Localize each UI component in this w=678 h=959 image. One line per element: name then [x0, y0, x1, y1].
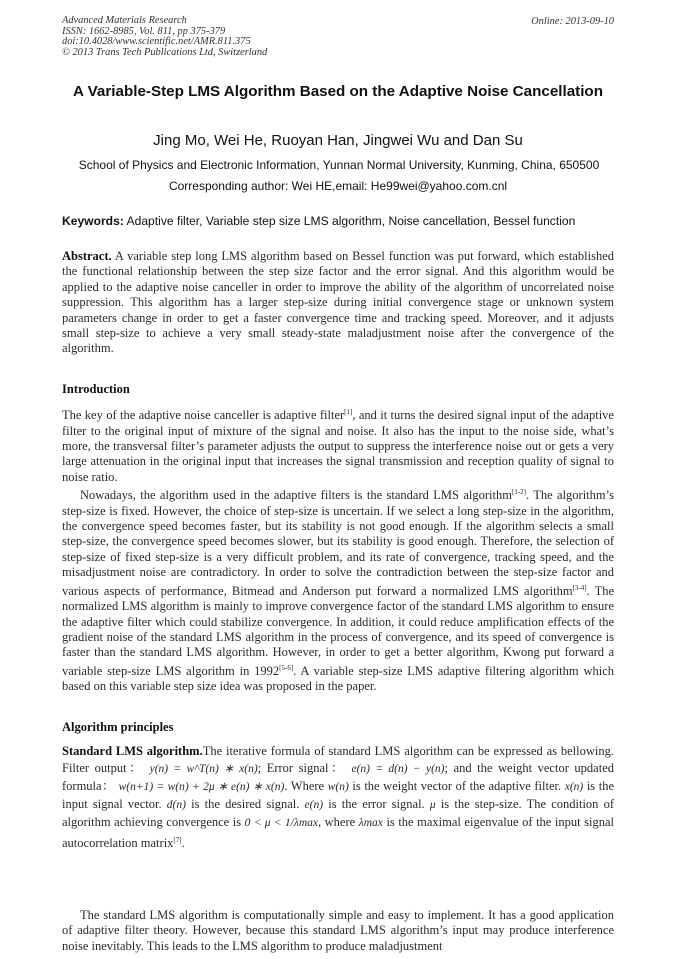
lms-text-9: is the step-size. The condition of algorithm achieving convergence is — [62, 797, 615, 829]
corresponding-author: Corresponding author: Wei HE,email: He99wei@yahoo.com.cnl — [168, 179, 508, 193]
abstract-label: Abstract. — [62, 249, 112, 263]
paper-affiliation: School of Physics and Electronic Information, Yunnan Normal University, Kunming, China, 650500 — [78, 158, 600, 172]
intro-p2-text-b: . The algorithm’s step-size is fixed. However, the choice of step-size is uncertain. If we select a long step-size in the algorithm, the convergence speed becomes faster, but its stability is not good enough. If the algorithm selects a small step-size, the convergence speed becomes slower, but its stability is good enough. Therefore, the selection of step-size of fixed step-size is a very difficult problem, and its rate of convergence, tracking speed, and the misadjustment noise are contradictory. In order to solve the contradiction between the step-size factor and various aspects of performance, Bitmead and Anderson put forward a normalized LMS algorithm — [62, 488, 614, 598]
ref-3-4: [3-4] — [572, 583, 587, 592]
intro-p2-text-d: . A variable step-size LMS adaptive filtering algorithm which based on this variable step size idea was proposed in the paper. — [62, 663, 614, 694]
journal-name: Advanced Materials Research — [62, 15, 187, 26]
lms-paragraph-2: The standard LMS algorithm is computationally simple and easy to implement. It has a good application of adaptive filter theory. However, because this standard LMS algorithm’s input may produce interference noise inevitably. This leads to the LMS algorithm to produce maladjustment — [62, 908, 614, 953]
symbol-mu: μ — [429, 799, 436, 811]
ref-1-2: [1-2] — [511, 488, 526, 496]
lms-text-11: is the maximal eigenvalue of the input signal autocorrelation matrix — [62, 815, 614, 851]
lms-text-3: ; and the weight vector updated formula： — [62, 761, 615, 793]
lms-text-5: is the weight vector of the adaptive filter. — [352, 779, 562, 793]
lms-text-4: . Where — [284, 779, 325, 793]
equation-error-signal: e(n) = d(n) − y(n) — [351, 763, 445, 775]
ref-1: [1] — [344, 408, 353, 416]
symbol-w: w(n) — [327, 781, 349, 793]
symbol-e: e(n) — [304, 799, 324, 811]
equation-convergence: 0 < μ < 1/λmax — [244, 817, 318, 829]
keywords-text: Adaptive filter, Variable step size LMS algorithm, Noise cancellation, Bessel function — [126, 214, 576, 228]
intro-paragraph-2 — [62, 485, 614, 695]
journal-copyright: © 2013 Trans Tech Publications Ltd, Switzerland — [62, 46, 268, 58]
introduction-heading: Introduction — [62, 382, 130, 396]
abstract — [62, 249, 614, 357]
symbol-lambda-max: λmax — [358, 817, 383, 829]
journal-doi: doi:10.4028/www.scientific.net/AMR.811.375 — [62, 36, 251, 48]
symbol-x: x(n) — [564, 781, 584, 793]
paper-authors: Jing Mo, Wei He, Ruoyan Han, Jingwei Wu and Dan Su — [153, 132, 523, 149]
equation-filter-output: y(n) = w^T(n) ∗ x(n) — [149, 763, 258, 775]
lms-text-1: The iterative formula of standard LMS algorithm can be expressed as bellowing. Filter output： — [62, 744, 614, 775]
online-date: Online: 2013-09-10 — [531, 16, 614, 27]
lms-text-2: ; Error signal： — [257, 761, 346, 775]
intro-p1-text-b: , and it turns the desired signal input of the adaptive filter to the original input of mixture of the signal and noise. It also has the input to the noise side, what’s more, the transversal filter’s parameter adjusts the output to suppress the interference noise out or gets a very large attenuation in the original input that increases the signal transmission and reception quality of signal to noise ratio. — [62, 408, 614, 484]
journal-issn: ISSN: 1662-8985, Vol. 811, pp 375-379 — [62, 25, 226, 37]
lms-text-7: is the desired signal. — [191, 797, 300, 811]
lms-text-6: is the input signal vector. — [62, 779, 615, 811]
abstract-text: A variable step long LMS algorithm based on Bessel function was put forward, which established the functional relationship between the step size factor and the error signal. And this algorithm would be applied to the adaptive noise canceller in order to improve the ability of the algorithm of uncorrelated noise suppression. This algorithm has a larger step-size during initial convergence stage or unknown system parameters change in order to get a faster convergence time and tracking speed. Moreover, and it adjusts small step-size to achieve a very small steady-state maladjustment noise after the convergence of the algorithm. — [62, 249, 614, 356]
equation-weight-update: w(n+1) = w(n) + 2μ ∗ e(n) ∗ x(n) — [118, 781, 285, 793]
symbol-d: d(n) — [166, 799, 186, 811]
lms-text-12: . — [181, 836, 185, 851]
intro-paragraph-1 — [62, 405, 614, 485]
journal-header — [62, 16, 267, 58]
standard-lms-paragraph — [62, 743, 614, 852]
algorithm-heading: Algorithm principles — [62, 720, 174, 734]
lms-text-8: is the error signal. — [328, 797, 425, 811]
intro-p1-text-a: The key of the adaptive noise canceller is adaptive filter — [62, 408, 345, 423]
intro-p2-text-a: Nowadays, the algorithm used in the adaptive filters is the standard LMS algorithm — [80, 488, 512, 503]
keywords-label: Keywords: — [62, 214, 124, 228]
standard-lms-subheading: Standard LMS algorithm. — [62, 744, 203, 758]
ref-5-6: [5-6] — [279, 663, 294, 672]
ref-7: [7] — [173, 836, 182, 844]
keywords — [62, 214, 618, 228]
paper-title: A Variable-Step LMS Algorithm Based on the Adaptive Noise Cancellation — [73, 83, 603, 100]
intro-p2-text-c: . The normalized LMS algorithm is mainly to improve convergence factor of the standard LMS algorithm to ensure the adaptive filter which could stabilize convergence. In addition, it could reduce amplification effects of the gradient noise of the standard LMS algorithm in the process of convergence, and its speed of convergence is faster than the standard LMS algorithm. However, in order to get a better algorithm, Kwong put forward a variable step-size LMS algorithm in 1992 — [62, 583, 614, 678]
lms-text-10: , where — [317, 815, 356, 829]
